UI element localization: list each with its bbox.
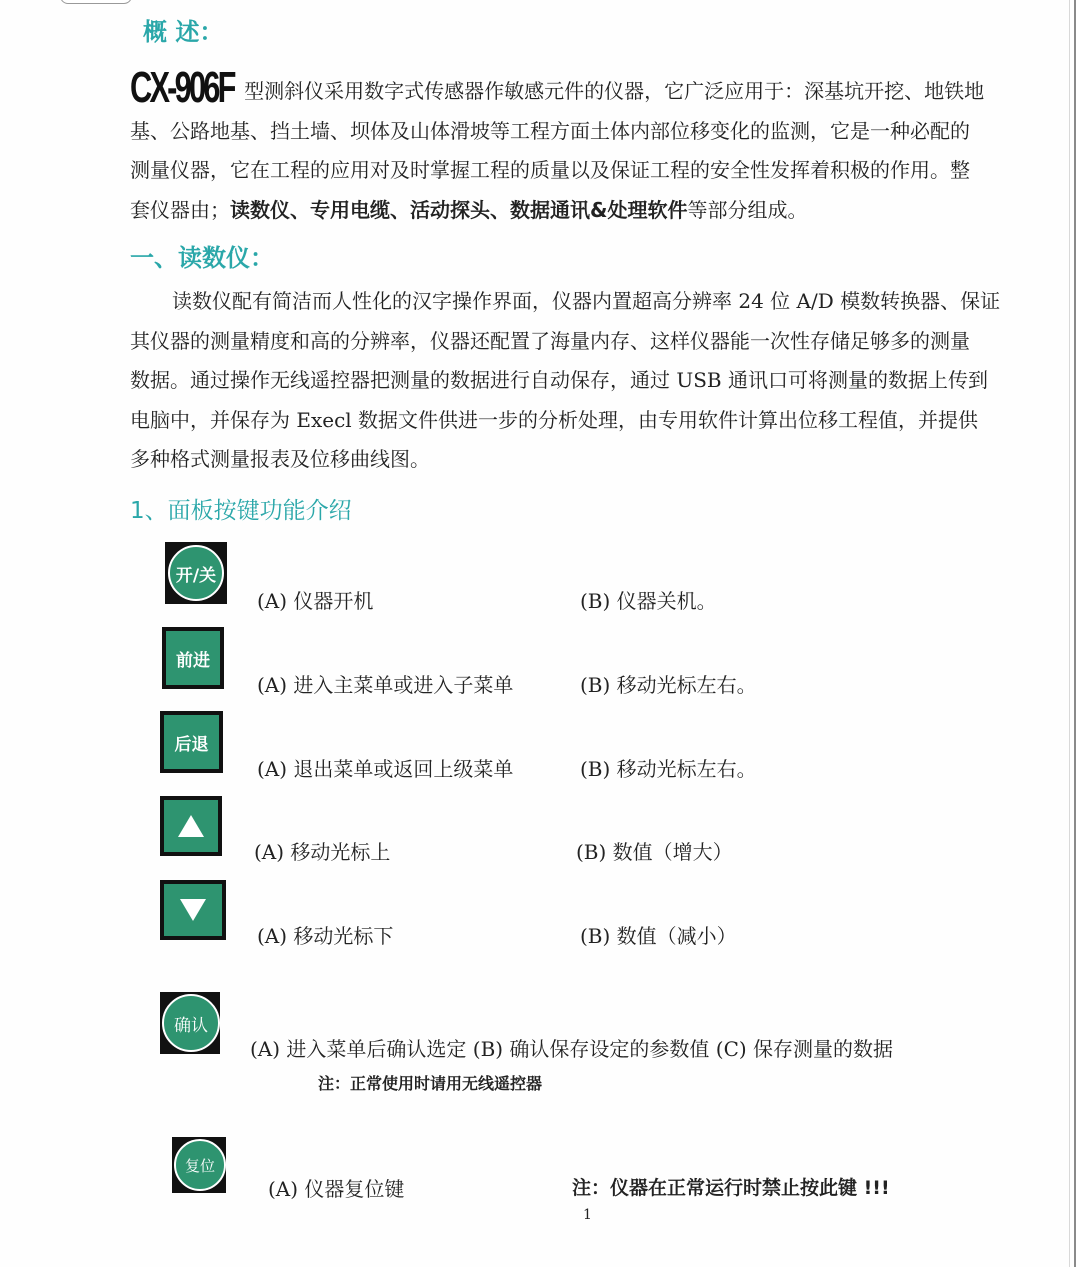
section1-heading: 一、读数仪： (130, 244, 274, 272)
power-key-label: 开/关 (168, 545, 224, 601)
key-2-function-b: (B) 移动光标左右。 (580, 673, 757, 697)
forward-key-label: 前进 (166, 631, 220, 685)
confirm-key-label: 确认 (162, 994, 220, 1052)
key-1-function-a: (A) 仪器开机 (257, 589, 374, 613)
overview-line-4-suffix: 等部分组成。 (687, 197, 808, 222)
forward-key-icon (162, 627, 224, 689)
section1-line-4: 电脑中，并保存为 Execl 数据文件供进一步的分析处理，由专用软件计算出位移工程值，并提供 (130, 407, 979, 432)
overview-paragraph (130, 63, 1038, 230)
key-2-function-a: (A) 进入主菜单或进入子菜单 (257, 673, 514, 697)
key-4-function-a: (A) 移动光标上 (254, 840, 391, 864)
back-key-label: 后退 (164, 715, 219, 769)
key-1-function-b: (B) 仪器关机。 (580, 589, 717, 613)
overview-line-4-prefix: 套仪器由； (130, 197, 230, 222)
key-3-function-b: (B) 移动光标左右。 (580, 757, 757, 781)
model-name: CX-906F (130, 63, 234, 112)
triangle-down-icon (164, 884, 222, 936)
section1-paragraph (130, 282, 1038, 480)
up-key (160, 796, 222, 856)
subsection-heading: 1、面板按键功能介绍 (130, 498, 352, 524)
triangle-up-icon (164, 800, 218, 852)
back-key-icon (160, 711, 223, 773)
page-number: 1 (583, 1207, 592, 1223)
section1-line-5: 多种格式测量报表及位移曲线图。 (130, 447, 430, 471)
page-tab (60, 0, 132, 4)
key-4-function-b: (B) 数值（增大） (576, 840, 733, 864)
key-3-function-a: (A) 退出菜单或返回上级菜单 (257, 757, 514, 781)
reset-key-label: 复位 (174, 1139, 226, 1191)
overview-line-3: 测量仪器，它在工程的应用对及时掌握工程的质量以及保证工程的安全性发挥着积极的作用。整 (130, 158, 970, 182)
reset-key-icon (172, 1137, 226, 1193)
overview-line-1: 型测斜仪采用数字式传感器作敏感元件的仪器，它广泛应用于：深基坑开挖、地铁地 (244, 79, 985, 103)
key-7-function: (A) 仪器复位键 (268, 1177, 405, 1201)
power-key-icon (165, 542, 227, 604)
page-edge-line (1069, 0, 1070, 1267)
overview-components: 读数仪、专用电缆、活动探头、数据通讯&处理软件 (230, 197, 688, 222)
overview-heading: 概 述： (143, 18, 224, 46)
key-6-function: (A) 进入菜单后确认选定 (B) 确认保存设定的参数值 (C) 保存测量的数据 (250, 1037, 894, 1061)
down-key (160, 880, 226, 940)
overview-line-2: 基、公路地基、挡土墙、坝体及山体滑坡等工程方面土体内部位移变化的监测，它是一种必配的 (130, 118, 970, 143)
key-6-note: 注：正常使用时请用无线遥控器 (318, 1074, 543, 1093)
key-5-function-a: (A) 移动光标下 (257, 924, 394, 948)
key-5-function-b: (B) 数值（减小） (580, 924, 737, 948)
section1-line-3: 数据。通过操作无线遥控器把测量的数据进行自动保存，通过 USB 通讯口可将测量的数据上传到 (130, 368, 988, 392)
section1-line-1: 读数仪配有简洁而人性化的汉字操作界面，仪器内置超高分辨率 24 位 A/D 模数转换器、保证 (172, 289, 1001, 313)
section1-line-2: 其仪器的测量精度和高的分辨率，仪器还配置了海量内存、这样仪器能一次性存储足够多的测量 (130, 328, 970, 353)
key-7-note: 注：仪器在正常运行时禁止按此键 !!! (572, 1177, 890, 1199)
confirm-key-icon (160, 992, 220, 1054)
